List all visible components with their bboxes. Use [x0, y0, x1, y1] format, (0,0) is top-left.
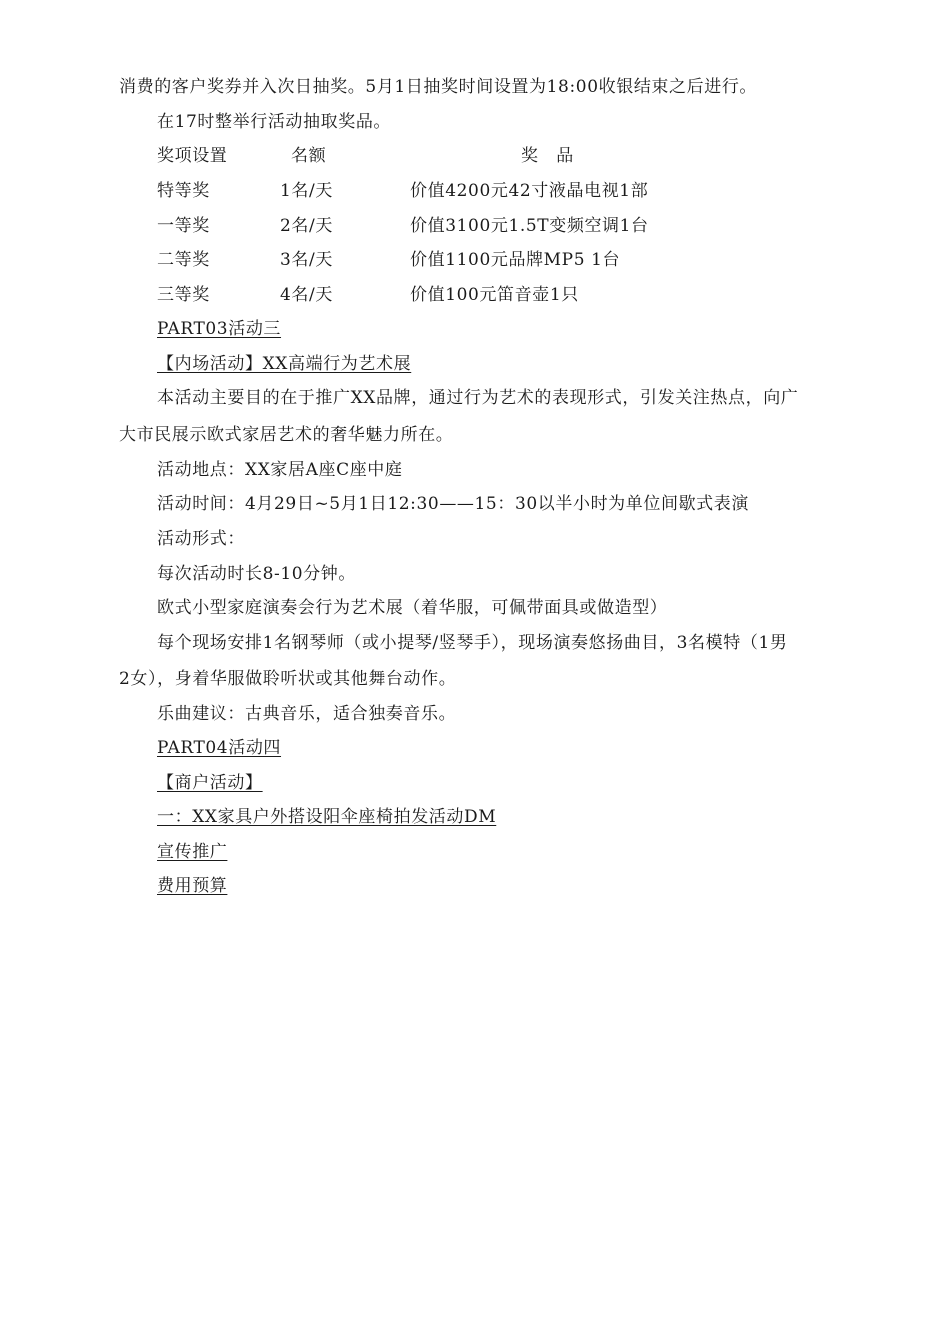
table-row-count: 4名/天 — [280, 285, 333, 305]
part03-staff-line2: 2女），身着华服做聆听状或其他舞台动作。 — [119, 669, 457, 689]
part04-item2: 宣传推广 — [157, 842, 228, 862]
table-row-count: 1名/天 — [280, 181, 333, 201]
table-row-prize: 价值4200元42寸液晶电视1部 — [410, 181, 649, 201]
table-header-prize: 奖 品 — [521, 146, 574, 166]
part03-form-label: 活动形式： — [157, 529, 245, 549]
part03-music: 乐曲建议：古典音乐，适合独奏音乐。 — [157, 704, 457, 724]
part04-title: 【商户活动】 — [157, 773, 263, 793]
table-header-level: 奖项设置 — [157, 146, 228, 166]
table-row-level: 特等奖 — [157, 181, 210, 201]
part03-duration: 每次活动时长8-10分钟。 — [157, 564, 356, 584]
part03-heading: PART03活动三 — [157, 319, 282, 339]
part04-item1: 一：XX家具户外搭设阳伞座椅拍发活动DM — [157, 807, 497, 827]
table-row-level: 二等奖 — [157, 250, 210, 270]
part04-heading: PART04活动四 — [157, 738, 282, 758]
part03-concert: 欧式小型家庭演奏会行为艺术展（着华服，可佩带面具或做造型） — [157, 598, 668, 618]
table-header-count: 名额 — [291, 146, 327, 166]
table-row-count: 3名/天 — [280, 250, 333, 270]
paragraph-draw-time: 在17时整举行活动抽取奖品。 — [157, 112, 392, 132]
part03-intro-line1: 本活动主要目的在于推广XX品牌，通过行为艺术的表现形式，引发关注热点，向广 — [157, 388, 799, 408]
table-row-prize: 价值1100元品牌MP5 1台 — [410, 250, 621, 270]
table-row-prize: 价值100元笛音壶1只 — [410, 285, 579, 305]
table-row-count: 2名/天 — [280, 216, 333, 236]
part03-title: 【内场活动】XX高端行为艺术展 — [157, 354, 412, 374]
part04-item3: 费用预算 — [157, 876, 228, 896]
table-row-prize: 价值3100元1.5T变频空调1台 — [410, 216, 649, 236]
part03-location: 活动地点：XX家居A座C座中庭 — [157, 460, 403, 480]
part03-time: 活动时间：4月29日~5月1日12:30——15：30以半小时为单位间歇式表演 — [157, 494, 749, 514]
paragraph-continued: 消费的客户奖券并入次日抽奖。5月1日抽奖时间设置为18:00收银结束之后进行。 — [119, 77, 758, 97]
part03-intro-line2: 大市民展示欧式家居艺术的奢华魅力所在。 — [119, 425, 454, 445]
table-row-level: 一等奖 — [157, 216, 210, 236]
part03-staff-line1: 每个现场安排1名钢琴师（或小提琴/竖琴手），现场演奏悠扬曲目，3名模特（1男 — [157, 633, 788, 653]
table-row-level: 三等奖 — [157, 285, 210, 305]
